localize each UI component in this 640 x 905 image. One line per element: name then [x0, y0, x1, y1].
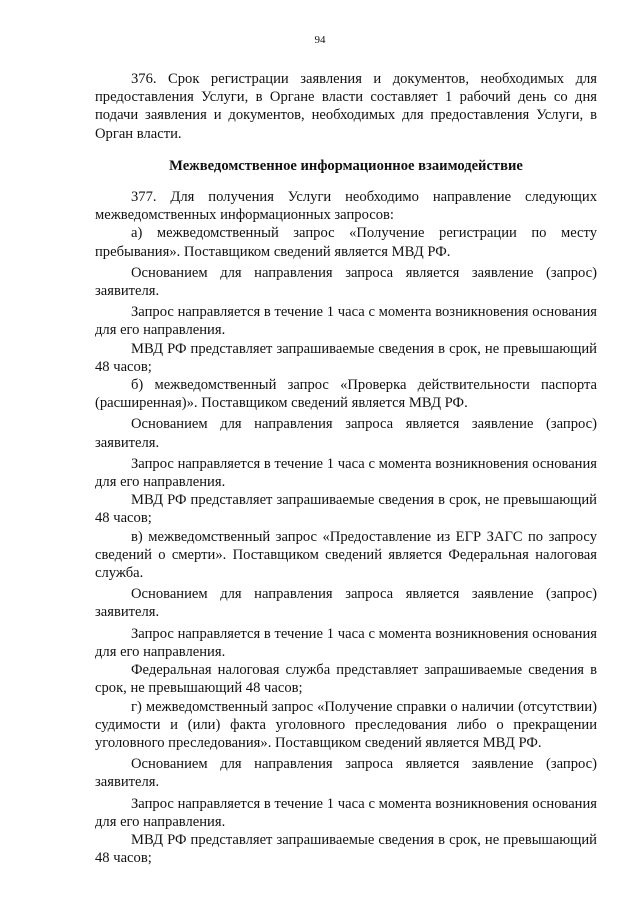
- paragraph-376: 376. Срок регистрации заявления и документов, необходимых для предоставления Услуги, в Органе власти составляет 1 рабочий день со дня подачи заявления и документов, необходимых для предоставления Услуги, в Орган власти.: [95, 71, 597, 142]
- request-basis: Основанием для направления запроса является заявление (запрос) заявителя.: [95, 586, 597, 621]
- page-number: 94: [314, 34, 326, 46]
- request-timing: Запрос направляется в течение 1 часа с момента возникновения основания для его направления.: [95, 795, 597, 830]
- request-timing: Запрос направляется в течение 1 часа с момента возникновения основания для его направления.: [95, 455, 597, 491]
- request-item-d: г) межведомственный запрос «Получение справки о наличии (отсутствии) судимости и (или) факта уголовного преследования либо о прекращении уголовного преследования». Поставщиком сведений является МВД РФ.: [95, 698, 597, 751]
- request-item-b: б) межведомственный запрос «Проверка действительности паспорта (расширенная)». Поставщиком сведений является МВД РФ.: [95, 377, 597, 412]
- document-body: [95, 70, 597, 867]
- request-basis: Основанием для направления запроса является заявление (запрос) заявителя.: [95, 756, 597, 791]
- response-deadline: Федеральная налоговая служба представляет запрашиваемые сведения в срок, не превышающий 48 часов;: [95, 662, 597, 697]
- section-heading: Межведомственное информационное взаимодействие: [169, 157, 523, 174]
- request-basis: Основанием для направления запроса является заявление (запрос) заявителя.: [95, 264, 597, 300]
- request-item-a: а) межведомственный запрос «Получение регистрации по месту пребывания». Поставщиком сведений является МВД РФ.: [95, 225, 597, 260]
- request-item-c: в) межведомственный запрос «Предоставление из ЕГР ЗАГС по запросу сведений о смерти». Поставщиком сведений является Федеральная налоговая служба.: [95, 528, 597, 582]
- request-timing: Запрос направляется в течение 1 часа с момента возникновения основания для его направления.: [95, 625, 597, 660]
- request-basis: Основанием для направления запроса является заявление (запрос) заявителя.: [95, 416, 597, 451]
- paragraph-377: 377. Для получения Услуги необходимо направление следующих межведомственных информационных запросов:: [95, 189, 597, 224]
- request-timing: Запрос направляется в течение 1 часа с момента возникновения основания для его направления.: [95, 304, 597, 339]
- response-deadline: МВД РФ представляет запрашиваемые сведения в срок, не превышающий 48 часов;: [95, 340, 597, 375]
- response-deadline: МВД РФ представляет запрашиваемые сведения в срок, не превышающий 48 часов;: [95, 492, 597, 527]
- response-deadline: МВД РФ представляет запрашиваемые сведения в срок, не превышающий 48 часов;: [95, 831, 597, 867]
